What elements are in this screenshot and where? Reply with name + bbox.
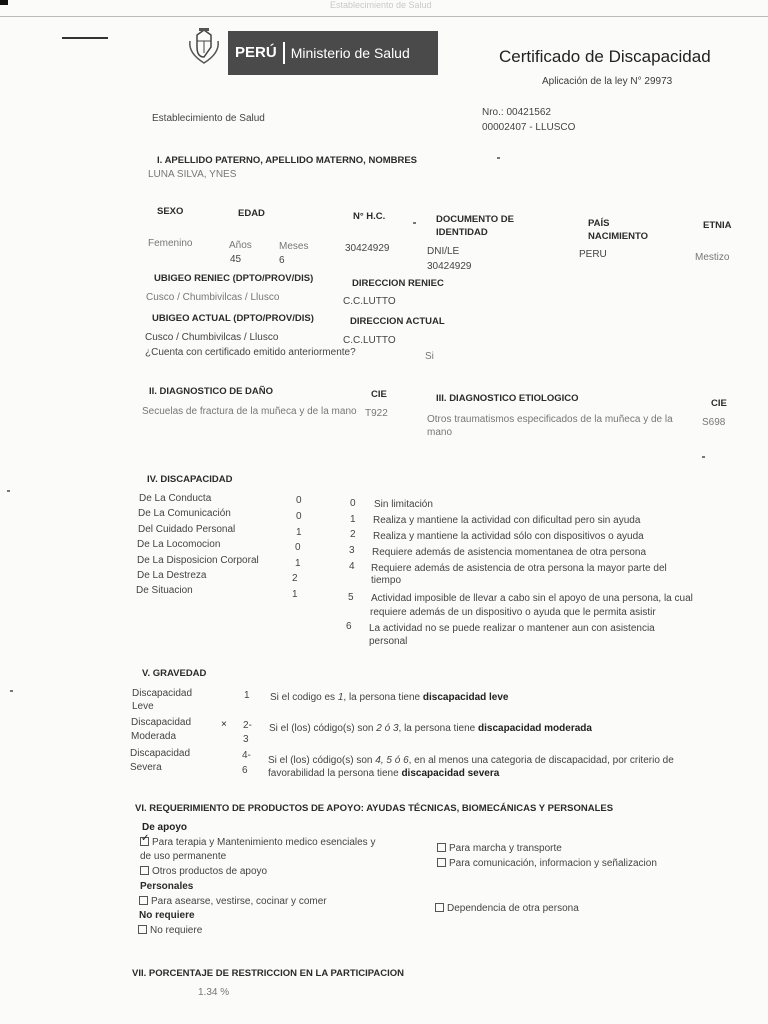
peru-coat-of-arms-icon bbox=[185, 27, 223, 67]
gravedad-leve-label: Discapacidad bbox=[132, 688, 193, 699]
header-direccion-reniec: DIRECCION RENIEC bbox=[352, 278, 444, 289]
categoria-valor: 0 bbox=[296, 495, 302, 506]
escala-numero: 6 bbox=[346, 621, 352, 632]
checkbox-icon[interactable] bbox=[140, 866, 149, 875]
header-pais: PAÍS NACIMIENTO bbox=[588, 218, 648, 242]
categoria-valor: 1 bbox=[292, 589, 298, 600]
escala-texto: Realiza y mantiene la actividad sólo con dispositivos o ayuda bbox=[373, 531, 644, 542]
establecimiento-code: 00002407 - LLUSCO bbox=[482, 122, 576, 133]
establecimiento-label: Establecimiento de Salud bbox=[152, 113, 265, 124]
escala-numero: 2 bbox=[350, 529, 356, 540]
anos-label: Años bbox=[229, 240, 252, 251]
gravedad-moderada-label: Discapacidad bbox=[131, 717, 192, 728]
section-2-cie-header: CIE bbox=[371, 389, 387, 400]
certificado-previo-pregunta: ¿Cuenta con certificado emitido anteriormente? bbox=[145, 347, 356, 358]
checkbox-icon[interactable] bbox=[437, 843, 446, 852]
categoria-valor: 0 bbox=[296, 511, 302, 522]
direccion-reniec: C.C.LUTTO bbox=[343, 296, 396, 307]
scan-corner-mark bbox=[0, 0, 8, 5]
header-hc: N° H.C. bbox=[353, 211, 386, 222]
categoria-valor: 0 bbox=[295, 542, 301, 553]
section-6-title: VI. REQUERIMIENTO DE PRODUCTOS DE APOYO: AYUDAS TÉCNICAS, BIOMECÁNICAS Y PERSONALES bbox=[135, 803, 614, 814]
header-ubigeo-actual: UBIGEO ACTUAL (DPTO/PROV/DIS) bbox=[152, 313, 314, 324]
gravedad-moderada-codigo-2: 3 bbox=[243, 734, 249, 745]
escala-numero: 0 bbox=[350, 498, 356, 509]
opcion-asearse[interactable] bbox=[139, 896, 327, 907]
scan-speck bbox=[413, 222, 416, 224]
opcion-terapia-label-2: de uso permanente bbox=[140, 851, 227, 862]
scan-speck bbox=[10, 690, 13, 692]
categoria-label: De La Locomocion bbox=[137, 539, 221, 550]
escala-texto-continuacion: tiempo bbox=[371, 575, 402, 586]
anos-value: 45 bbox=[230, 254, 242, 265]
diagnostico-dano-cie: T922 bbox=[365, 408, 388, 419]
opcion-otros-label: Otros productos de apoyo bbox=[152, 866, 268, 877]
certificate-number: Nro.: 00421562 bbox=[482, 107, 551, 118]
faint-bleed-text: Establecimiento de Salud bbox=[330, 0, 432, 10]
section-7-title: VII. PORCENTAJE DE RESTRICCION EN LA PARTICIPACION bbox=[132, 968, 405, 979]
escala-texto-continuacion: personal bbox=[369, 636, 408, 647]
escala-texto-continuacion: requiere además de un dispositivo o ayuda que le permita asistir bbox=[370, 607, 656, 618]
gravedad-moderada-label-2: Moderada bbox=[131, 731, 177, 742]
escala-texto: Realiza y mantiene la actividad con dificultad pero sin ayuda bbox=[373, 515, 641, 526]
top-rule bbox=[0, 16, 768, 17]
escala-texto: Requiere además de asistencia de otra persona la mayor parte del bbox=[371, 563, 667, 574]
categoria-label: De Situacion bbox=[136, 585, 193, 596]
diagnostico-etiologico: Otros traumatismos especificados de la muñeca y de la mano bbox=[427, 414, 673, 438]
scan-speck bbox=[497, 157, 500, 159]
escala-numero: 1 bbox=[350, 514, 356, 525]
escala-numero: 5 bbox=[348, 592, 354, 603]
header-sexo: SEXO bbox=[157, 206, 184, 217]
categoria-label: De La Comunicación bbox=[138, 508, 231, 519]
gravedad-moderada-codigo: 2- bbox=[243, 720, 252, 731]
gravedad-moderada-texto: Si el (los) código(s) son 2 ó 3, la persona tiene discapacidad moderada bbox=[269, 723, 592, 734]
ubigeo-reniec: Cusco / Chumbivilcas / Llusco bbox=[146, 292, 280, 303]
opcion-no-requiere[interactable] bbox=[138, 925, 202, 936]
grupo-personales: Personales bbox=[140, 881, 194, 892]
header-ubigeo-reniec: UBIGEO RENIEC (DPTO/PROV/DIS) bbox=[154, 273, 314, 284]
pais-value: PERU bbox=[579, 249, 607, 260]
section-5-title: V. GRAVEDAD bbox=[142, 668, 207, 679]
checkbox-icon[interactable] bbox=[437, 858, 446, 867]
gravedad-leve-texto: Si el codigo es 1, la persona tiene discapacidad leve bbox=[270, 692, 509, 703]
opcion-dependencia[interactable] bbox=[435, 903, 579, 914]
header-documento: DOCUMENTO DE IDENTIDAD bbox=[436, 214, 514, 238]
section-2-title: II. DIAGNOSTICO DE DAÑO bbox=[149, 386, 274, 397]
scan-speck bbox=[7, 490, 10, 492]
opcion-otros-productos[interactable] bbox=[140, 866, 267, 877]
checkbox-icon[interactable] bbox=[139, 896, 148, 905]
direccion-actual: C.C.LUTTO bbox=[343, 335, 396, 346]
meses-label: Meses bbox=[279, 241, 309, 252]
opcion-marcha-label: Para marcha y transporte bbox=[449, 843, 562, 854]
categoria-valor: 2 bbox=[292, 573, 298, 584]
checked-checkbox-icon[interactable] bbox=[140, 837, 149, 846]
categoria-label: De La Conducta bbox=[139, 493, 212, 504]
opcion-terapia[interactable] bbox=[140, 837, 375, 848]
banner-peru: PERÚ bbox=[228, 42, 285, 64]
section-3-title: III. DIAGNOSTICO ETIOLOGICO bbox=[436, 393, 579, 404]
gravedad-severa-codigo: 4- bbox=[242, 750, 251, 761]
header-edad: EDAD bbox=[238, 208, 265, 219]
section-1-title: I. APELLIDO PATERNO, APELLIDO MATERNO, NOMBRES bbox=[157, 155, 418, 166]
categoria-label: De La Disposicion Corporal bbox=[137, 555, 259, 566]
meses-value: 6 bbox=[279, 255, 285, 266]
escala-texto: Sin limitación bbox=[374, 499, 433, 510]
grupo-no-requiere: No requiere bbox=[139, 910, 195, 921]
escala-numero: 4 bbox=[349, 561, 355, 572]
opcion-comunicacion-label: Para comunicación, informacion y señalizacion bbox=[449, 858, 657, 869]
header-direccion-actual: DIRECCION ACTUAL bbox=[350, 316, 445, 327]
escala-texto: La actividad no se puede realizar o mantener aun con asistencia bbox=[369, 623, 655, 634]
opcion-terapia-label: Para terapia y Mantenimiento medico esenciales y bbox=[152, 837, 376, 848]
categoria-label: De La Destreza bbox=[137, 570, 207, 581]
gravedad-leve-codigo: 1 bbox=[244, 690, 250, 701]
escala-numero: 3 bbox=[349, 545, 355, 556]
certificado-previo-respuesta: Si bbox=[425, 351, 434, 362]
diagnostico-dano: Secuelas de fractura de la muñeca y de la mano bbox=[142, 406, 357, 417]
checkbox-icon[interactable] bbox=[138, 925, 147, 934]
section-4-title: IV. DISCAPACIDAD bbox=[147, 474, 233, 485]
gravedad-leve-label-2: Leve bbox=[132, 701, 154, 712]
etnia-value: Mestizo bbox=[695, 252, 730, 263]
banner-ministerio: Ministerio de Salud bbox=[290, 45, 410, 61]
escala-texto: Requiere además de asistencia momentanea de otra persona bbox=[372, 547, 647, 558]
gravedad-severa-label-2: Severa bbox=[130, 762, 162, 773]
patient-name: LUNA SILVA, YNES bbox=[148, 169, 237, 180]
gravedad-severa-texto-2: favorabilidad la persona tiene discapacidad severa bbox=[268, 768, 500, 779]
grupo-de-apoyo: De apoyo bbox=[142, 822, 188, 833]
ubigeo-actual: Cusco / Chumbivilcas / Llusco bbox=[145, 332, 279, 343]
scan-speck bbox=[702, 456, 705, 458]
categoria-valor: 1 bbox=[295, 558, 301, 569]
gravedad-severa-texto: Si el (los) código(s) son 4, 5 ó 6, en al menos una categoria de discapacidad, por criterio de bbox=[268, 755, 674, 766]
opcion-asearse-label: Para asearse, vestirse, cocinar y comer bbox=[151, 896, 327, 907]
doc-numero: 30424929 bbox=[427, 261, 472, 272]
escala-texto: Actividad imposible de llevar a cabo sin el apoyo de una persona, la cual bbox=[371, 593, 693, 604]
gravedad-severa-codigo-2: 6 bbox=[242, 765, 248, 776]
pen-mark bbox=[62, 37, 108, 39]
gravedad-severa-label: Discapacidad bbox=[130, 748, 191, 759]
page-title: Certificado de Discapacidad bbox=[499, 47, 711, 66]
categoria-valor: 1 bbox=[296, 527, 302, 538]
opcion-dependencia-label: Dependencia de otra persona bbox=[447, 903, 579, 914]
opcion-comunicacion[interactable] bbox=[437, 858, 657, 869]
sexo-value: Femenino bbox=[148, 238, 193, 249]
doc-tipo: DNI/LE bbox=[427, 246, 460, 257]
opcion-no-requiere-label: No requiere bbox=[150, 925, 203, 936]
gravedad-moderada-mark: × bbox=[221, 719, 227, 730]
opcion-marcha[interactable] bbox=[437, 843, 562, 854]
diagnostico-etiologico-cie: S698 bbox=[702, 417, 726, 428]
categoria-label: Del Cuidado Personal bbox=[138, 524, 236, 535]
section-3-cie-header: CIE bbox=[711, 398, 727, 409]
page-subtitle: Aplicación de la ley N° 29973 bbox=[542, 76, 673, 87]
checkbox-icon[interactable] bbox=[435, 903, 444, 912]
porcentaje-restriccion: 1.34 % bbox=[198, 987, 230, 998]
ministerio-banner bbox=[228, 31, 438, 75]
header-etnia: ETNIA bbox=[703, 220, 732, 231]
hc-value: 30424929 bbox=[345, 243, 390, 254]
